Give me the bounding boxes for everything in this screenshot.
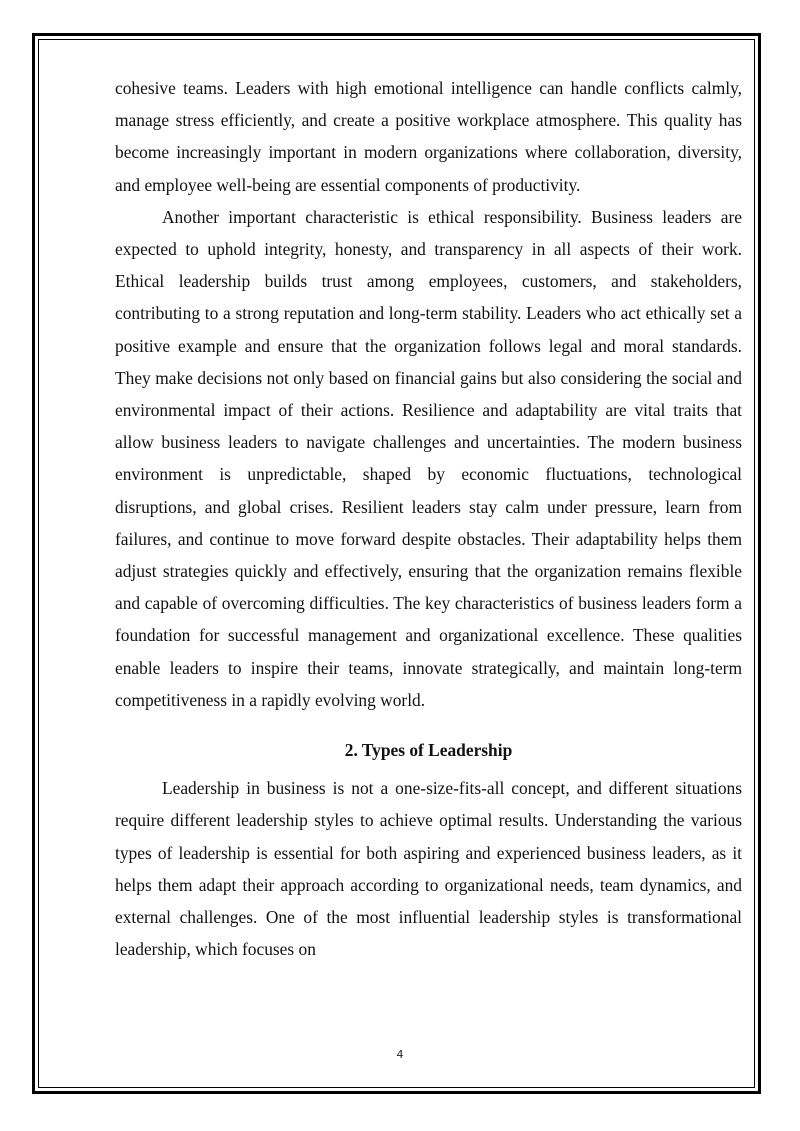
paragraph-continuation: cohesive teams. Leaders with high emotional intelligence can handle conflicts calmly, manage stress efficiently, and create a positive workplace atmosphere. This quality has become increasingly important in modern organizations where collaboration, diversity, and employee well-being are essential components of productivity. xyxy=(115,78,742,195)
paragraph-types-of-leadership: Leadership in business is not a one-size-fits-all concept, and different situations require different leadership styles to achieve optimal results. Understanding the various types of leadership is essential for both aspiring and experienced business leaders, as it helps them adapt their approach according to organizational needs, team dynamics, and external challenges. One of the most influential leadership styles is transformational leadership, which focuses on xyxy=(115,778,742,960)
section-heading: 2. Types of Leadership xyxy=(344,740,513,761)
page-number: 4 xyxy=(396,1048,404,1061)
page-body xyxy=(115,72,742,965)
paragraph-ethical-responsibility: Another important characteristic is ethical responsibility. Business leaders are expected to uphold integrity, honesty, and transparency in all aspects of their work. Ethical leadership builds trust among employees, customers, and stakeholders, contributing to a strong reputation and long-term stability. Leaders who act ethically set a positive example and ensure that the organization follows legal and moral standards. They make decisions not only based on financial gains but also considering the social and environmental impact of their actions. Resilience and adaptability are vital traits that allow business leaders to navigate challenges and uncertainties. The modern business environment is unpredictable, shaped by economic fluctuations, technological disruptions, and global crises. Resilient leaders stay calm under pressure, learn from failures, and continue to move forward despite obstacles. Their adaptability helps them adjust strategies quickly and effectively, ensuring that the organization remains flexible and capable of overcoming difficulties. The key characteristics of business leaders form a foundation for successful management and organizational excellence. These qualities enable leaders to inspire their teams, innovate strategically, and maintain long-term competitiveness in a rapidly evolving world. xyxy=(115,206,742,710)
